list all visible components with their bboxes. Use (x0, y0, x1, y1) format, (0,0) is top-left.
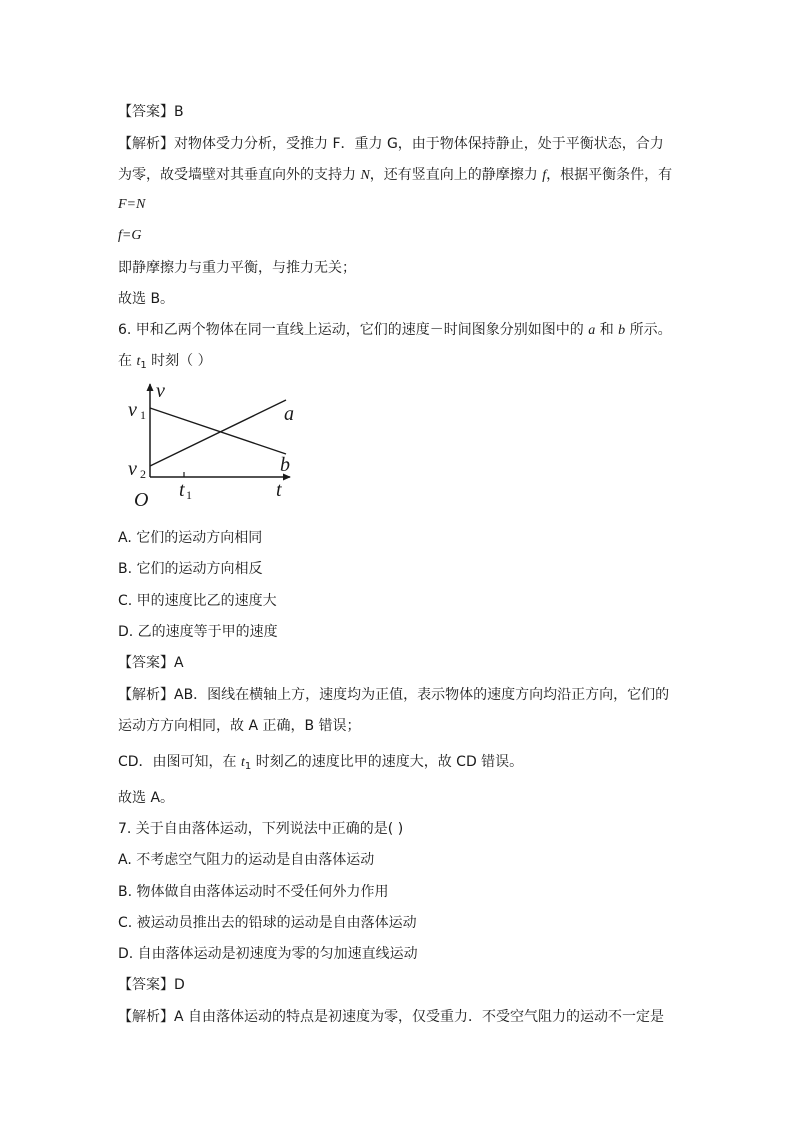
q6-analysis-line1: 【解析】AB．图线在横轴上方，速度均为正值，表示物体的速度方向均沿正方向，它们的 (118, 687, 670, 703)
x-axis-label: t (276, 479, 282, 501)
v1-label: v (128, 399, 137, 421)
origin-label: O (134, 489, 149, 508)
q6-option-c: C. 甲的速度比乙的速度大 (118, 593, 277, 609)
line-a (150, 400, 286, 466)
line-a-label: a (284, 403, 294, 425)
q6-var-t: t (241, 755, 245, 770)
q7-option-a: A. 不考虑空气阻力的运动是自由落体运动 (118, 852, 375, 868)
q6-option-a: A. 它们的运动方向相同 (118, 530, 263, 546)
q5-analysis-line3: 即静摩擦力与重力平衡，与推力无关； (118, 260, 356, 276)
q6-option-b: B. 它们的运动方向相反 (118, 561, 263, 577)
q6-text: 6. 甲和乙两个物体在同一直线上运动，它们的速度－时间图象分别如图中的 (118, 322, 589, 338)
line-b-label: b (280, 454, 290, 476)
line-b (150, 408, 286, 454)
q6-text: 时刻（ ） (146, 353, 212, 369)
q7-option-b: B. 物体做自由落体运动时不受任何外力作用 (118, 884, 389, 900)
q6-text: CD．由图可知，在 (118, 754, 242, 770)
v1-subscript: 1 (140, 408, 146, 422)
q6-analysis-line2: 运动方方向相同，故 A 正确，B 错误； (118, 718, 361, 734)
q6-stem-line1 (118, 320, 672, 341)
q6-text: 和 (595, 322, 619, 338)
q6-conclusion: 故选 A。 (118, 790, 175, 806)
q7-analysis-line1: 【解析】A 自由落体运动的特点是初速度为零，仅受重力．不受空气阻力的运动不一定是 (118, 1009, 665, 1025)
q6-analysis-line3 (118, 752, 523, 777)
q6-var-t: t (136, 354, 141, 369)
q6-option-d: D. 乙的速度等于甲的速度 (118, 624, 278, 640)
v2-label: v (128, 458, 137, 480)
q5-var-n: N (360, 168, 370, 183)
q7-stem: 7. 关于自由落体运动，下列说法中正确的是( ) (118, 821, 404, 837)
q5-equation-1: F=N (118, 197, 146, 212)
q6-sub: 1 (140, 360, 147, 371)
q7-answer: 【答案】D (118, 977, 185, 993)
q5-analysis-line2 (118, 165, 672, 186)
q5-answer: 【答案】B (118, 104, 184, 120)
velocity-time-graph (128, 378, 303, 508)
v2-subscript: 2 (140, 467, 146, 481)
q5-text: ，还有竖直向上的静摩擦力 (369, 167, 543, 183)
q6-text: 在 (118, 353, 137, 369)
q6-text: 时刻乙的速度比甲的速度大，故 CD 错误。 (251, 754, 524, 770)
q5-conclusion: 故选 B。 (118, 291, 175, 307)
q6-var-a: a (588, 323, 596, 338)
q7-option-d: D. 自由落体运动是初速度为零的匀加速直线运动 (118, 946, 418, 962)
t1-subscript: 1 (186, 488, 192, 502)
q7-option-c: C. 被运动员推出去的铅球的运动是自由落体运动 (118, 915, 417, 931)
q5-equation-2: f=G (118, 228, 142, 243)
q6-sub: 1 (244, 761, 252, 772)
q5-text: ，根据平衡条件，有 (546, 167, 673, 183)
q6-var-b: b (618, 323, 626, 338)
q5-analysis-line1: 【解析】对物体受力分析，受推力 F．重力 G，由于物体保持静止，处于平衡状态，合力 (118, 136, 664, 152)
q5-text: 为零，故受墙壁对其垂直向外的支持力 (118, 167, 361, 183)
q6-text: 所示。 (625, 322, 672, 338)
y-axis-label: v (156, 380, 165, 402)
q6-answer: 【答案】A (118, 655, 184, 671)
t1-label: t (179, 479, 185, 501)
q5-var-f: f (542, 168, 547, 183)
q6-stem-line2 (118, 351, 212, 376)
